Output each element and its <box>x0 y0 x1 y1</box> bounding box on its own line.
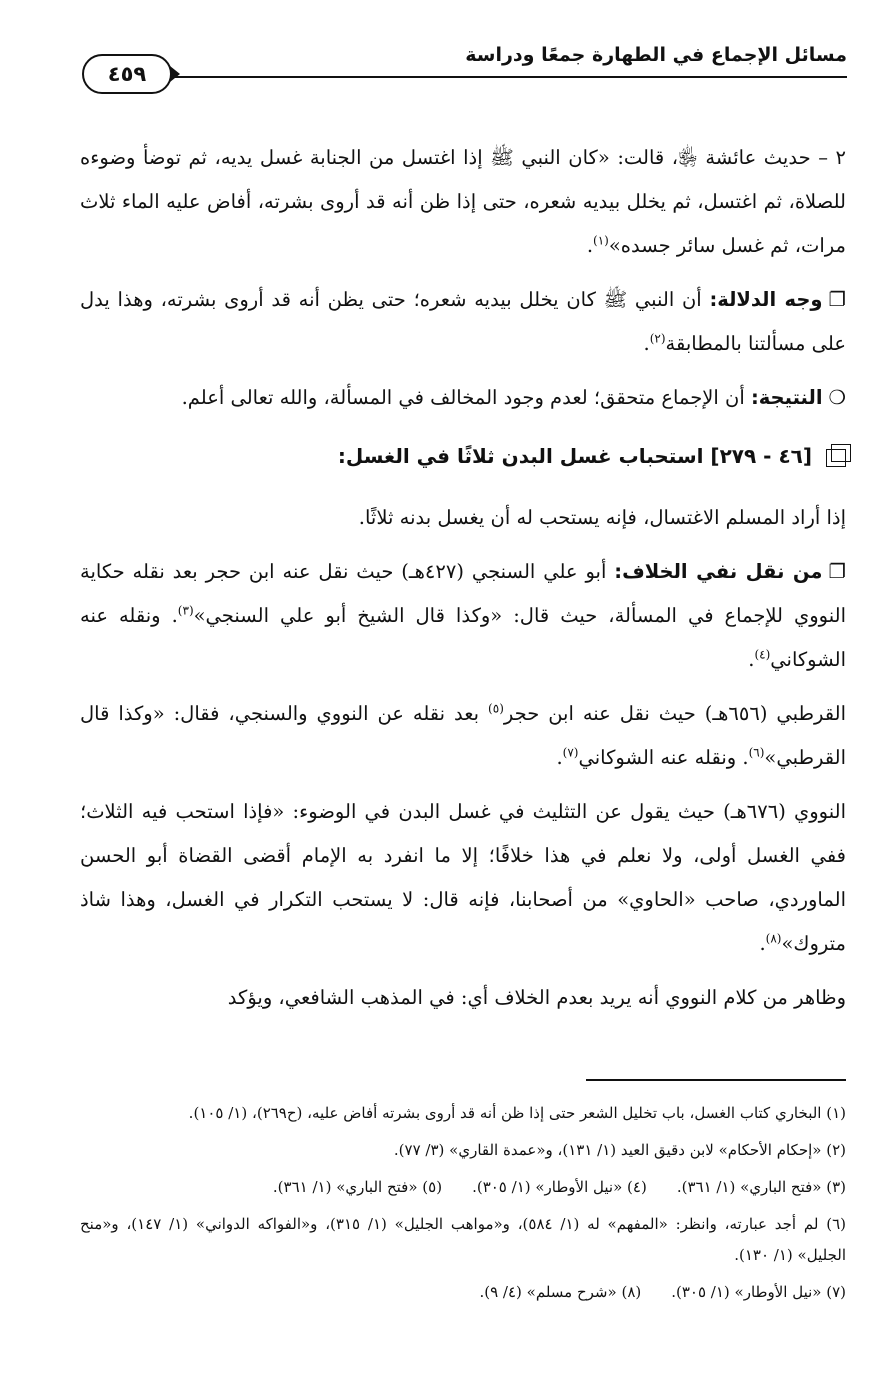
section-heading <box>80 434 846 478</box>
hadith-text: ٢ – حديث عائشة ﵂، قالت: «كان النبي ﷺ إذا اغتسل من الجنابة غسل يديه، ثم توضأ وضوءه للصلاة، ثم اغتسل، ثم يخلل بيديه شعره، حتى إذا ظن أنه قد أروى بشرته، أفاض عليه الماء ثلاث مرات، ثم غسل سائر جسده» <box>80 146 846 257</box>
paragraph-nawawi: النووي (٦٧٦هـ) حيث يقول عن التثليث في غسل البدن في الوضوء: «فإذا استحب فيه الثلاث؛ ففي الغسل أولى، ولا نعلم في هذا خلافًا؛ إلا ما انفرد به الإمام أقضى القضاة أبو الحسن الماوردي، صاحب «الحاوي» من أصحابنا، فإنه قال: لا يستحب التكرار في الغسل، وهذا شاذ متروك»$^{(٨)}$. <box>80 800 846 955</box>
footnote-ref: (٢) <box>649 331 666 346</box>
footnote-3: (٣) «فتح الباري» (١/ ٣٦١). <box>676 1178 846 1196</box>
footnotes <box>80 1098 846 1314</box>
square-bullet-icon: ❐ <box>828 560 846 583</box>
main-text <box>80 136 846 1030</box>
footnote-5: (٥) «فتح الباري» (١/ ٣٦١). <box>272 1178 443 1196</box>
evidence-text: أن النبي ﷺ كان يخلل بيديه شعره؛ حتى يظن أنه قد أروى بشرته، وهذا يدل على مسألتنا بالمطابقة <box>80 288 846 355</box>
page-number: ٤٥٩ <box>82 54 172 94</box>
paragraph-evidence: ❐وجه الدلالة: أن النبي ﷺ كان يخلل بيديه شعره؛ حتى يظن أنه قد أروى بشرته، وهذا يدل على مسألتنا بالمطابقة$^{(٢)}$. <box>80 288 846 355</box>
footnote-1: (١) البخاري كتاب الغسل، باب تخليل الشعر حتى إذا ظن أنه قد أروى بشرته أفاض عليه، (ح٢٦٩)، (١/ ١٠٥). <box>188 1104 846 1122</box>
qurtubi-text-c: . ونقله عنه الشوكاني <box>578 746 749 769</box>
footnote-8: (٨) «شرح مسلم» (٤/ ٩). <box>479 1283 642 1301</box>
circle-bullet-icon: ❍ <box>828 386 846 409</box>
paragraph-intro: إذا أراد المسلم الاغتسال، فإنه يستحب له أن يغسل بدنه ثلاثًا. <box>358 506 846 529</box>
nawawi-text: النووي (٦٧٦هـ) حيث يقول عن التثليث في غسل البدن في الوضوء: «فإذا استحب فيه الثلاث؛ ففي الغسل أولى، ولا نعلم في هذا خلافًا؛ إلا ما انفرد به الإمام أقضى القضاة أبو الحسن الماوردي، صاحب «الحاوي» من أصحابنا، فإنه قال: لا يستحب التكرار في الغسل، وهذا شاذ متروك» <box>80 800 846 955</box>
evidence-label: وجه الدلالة: <box>709 288 823 311</box>
section-heading-text: [٤٦ - ٢٧٩] استحباب غسل البدن ثلاثًا في الغسل: <box>337 444 812 468</box>
sinji-text: أبو علي السنجي (٤٢٧هـ) حيث نقل عنه ابن حجر بعد نقله حكاية النووي للإجماع في المسألة، حيث قال: «وكذا قال الشيخ أبو علي السنجي» <box>80 560 846 627</box>
footnote-ref: (٨) <box>765 931 782 946</box>
qurtubi-text-a: القرطبي (٦٥٦هـ) حيث نقل عنه ابن حجر <box>503 702 846 725</box>
footnote-row-3-5 <box>80 1172 846 1203</box>
paragraph-result <box>80 376 846 420</box>
footnote-4: (٤) «نيل الأوطار» (١/ ٣٠٥). <box>472 1178 647 1196</box>
page-header <box>82 38 847 94</box>
copy-icon <box>826 449 846 467</box>
result-label: النتيجة: <box>750 386 823 409</box>
running-title: مسائل الإجماع في الطهارة جمعًا ودراسة <box>465 44 847 66</box>
footnote-ref: (٧) <box>562 745 579 760</box>
paragraph-sinji: ❐من نقل نفي الخلاف: أبو علي السنجي (٤٢٧هـ) حيث نقل عنه ابن حجر بعد نقله حكاية النووي للإجماع في المسألة، حيث قال: «وكذا قال الشيخ أبو علي السنجي»$^{(٣)}$. ونقله عنه الشوكاني$^{(٤)}$. <box>80 560 846 671</box>
paragraph-closing: وظاهر من كلام النووي أنه يريد بعدم الخلاف أي: في المذهب الشافعي، ويؤكد <box>227 986 846 1009</box>
footnote-2: (٢) «إحكام الأحكام» لابن دقيق العيد (١/ ١٣١)، و«عمدة القاري» (٣/ ٧٧). <box>393 1141 846 1159</box>
footnote-6: (٦) لم أجد عبارته، وانظر: «المفهم» له (١/ ٥٨٤)، و«مواهب الجليل» (١/ ٣١٥)، و«الفواكه الدواني» (١/ ١٤٧)، و«منح الجليل» (١/ ١٣٠). <box>80 1215 846 1264</box>
square-bullet-icon: ❐ <box>828 288 846 311</box>
transmitters-label: من نقل نفي الخلاف: <box>614 560 823 583</box>
paragraph-hadith: ٢ – حديث عائشة ﵂، قالت: «كان النبي ﷺ إذا اغتسل من الجنابة غسل يديه، ثم توضأ وضوءه للصلاة، ثم اغتسل، ثم يخلل بيديه شعره، حتى إذا ظن أنه قد أروى بشرته، أفاض عليه الماء ثلاث مرات، ثم غسل سائر جسده»$^{(١)}$. <box>80 146 846 257</box>
header-rule <box>168 76 847 78</box>
footnote-ref: (٦) <box>748 745 765 760</box>
footnote-ref: (٣) <box>177 603 194 618</box>
qurtubi-text-b: بعد نقله عن النووي والسنجي، فقال: «وكذا قال القرطبي» <box>80 702 846 769</box>
footnote-ref: (٤) <box>754 647 771 662</box>
sinji-tail: . ونقله عنه الشوكاني <box>80 604 846 671</box>
footnote-row-7-8 <box>80 1277 846 1308</box>
footnote-ref: (١) <box>593 233 609 248</box>
paragraph-qurtubi: القرطبي (٦٥٦هـ) حيث نقل عنه ابن حجر$^{(٥)}$ بعد نقله عن النووي والسنجي، فقال: «وكذا قال القرطبي»$^{(٦)}$. ونقله عنه الشوكاني$^{(٧)}$. <box>80 701 846 769</box>
footnote-7: (٧) «نيل الأوطار» (١/ ٣٠٥). <box>671 1283 846 1301</box>
result-text: أن الإجماع متحقق؛ لعدم وجود المخالف في المسألة، والله تعالى أعلم. <box>181 386 751 409</box>
footnote-ref: (٥) <box>488 701 504 716</box>
footnote-divider <box>586 1079 846 1081</box>
